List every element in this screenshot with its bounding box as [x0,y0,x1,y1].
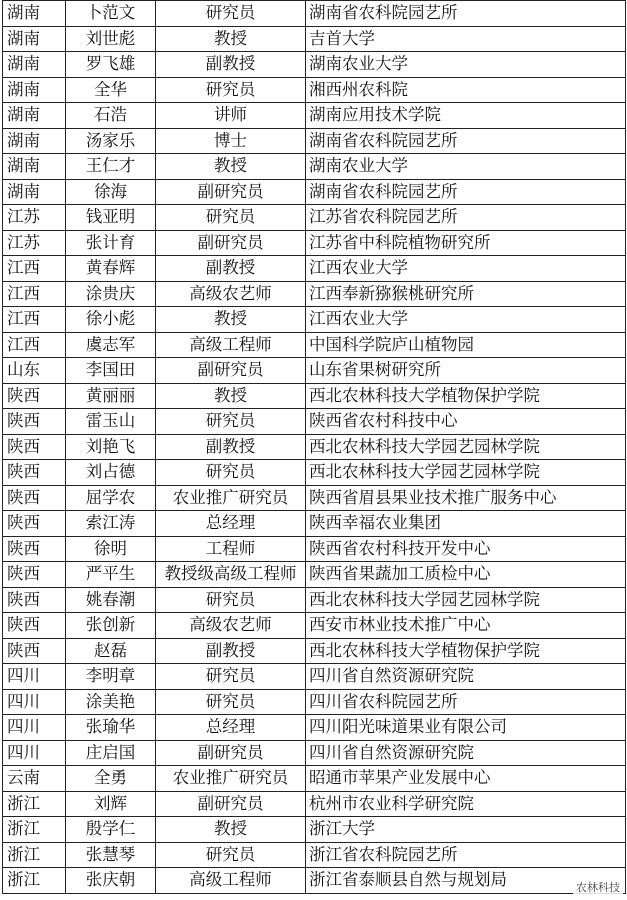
organization-cell: 山东省果树研究所 [306,358,626,384]
title-cell: 教授 [156,817,306,843]
name-cell: 汤家乐 [66,128,156,154]
name-cell: 罗飞雄 [66,52,156,78]
province-cell: 江苏 [3,205,66,231]
title-cell: 高级工程师 [156,332,306,358]
province-cell: 云南 [3,766,66,792]
title-cell: 研究员 [156,664,306,690]
organization-cell: 吉首大学 [306,26,626,52]
province-cell: 湖南 [3,128,66,154]
name-cell: 赵磊 [66,638,156,664]
name-cell: 全华 [66,77,156,103]
expert-table-body [3,1,626,894]
name-cell: 王仁才 [66,154,156,180]
table-row [3,791,626,817]
name-cell: 张瑜华 [66,715,156,741]
name-cell: 徐海 [66,179,156,205]
organization-cell: 江苏省农科院园艺所 [306,205,626,231]
organization-cell: 西北农林科技大学植物保护学院 [306,638,626,664]
organization-cell: 浙江大学 [306,817,626,843]
organization-cell: 湖南应用技术学院 [306,103,626,129]
province-cell: 湖南 [3,154,66,180]
table-row [3,536,626,562]
organization-cell: 西安市林业技术推广中心 [306,613,626,639]
table-row [3,689,626,715]
province-cell: 四川 [3,689,66,715]
province-cell: 江西 [3,307,66,333]
table-row [3,179,626,205]
title-cell: 教授 [156,383,306,409]
title-cell: 副研究员 [156,740,306,766]
name-cell: 李国田 [66,358,156,384]
title-cell: 研究员 [156,460,306,486]
title-cell: 副研究员 [156,179,306,205]
table-row [3,740,626,766]
organization-cell: 西北农林科技大学园艺园林学院 [306,434,626,460]
title-cell: 总经理 [156,511,306,537]
table-row [3,307,626,333]
name-cell: 卜范文 [66,1,156,27]
title-cell: 研究员 [156,409,306,435]
name-cell: 张计育 [66,230,156,256]
organization-cell: 昭通市苹果产业发展中心 [306,766,626,792]
province-cell: 江苏 [3,230,66,256]
organization-cell: 陕西幸福农业集团 [306,511,626,537]
title-cell: 副教授 [156,638,306,664]
name-cell: 刘辉 [66,791,156,817]
title-cell: 总经理 [156,715,306,741]
organization-cell: 江西农业大学 [306,256,626,282]
organization-cell: 西北农林科技大学植物保护学院 [306,383,626,409]
table-row [3,409,626,435]
organization-cell: 陕西省农村科技开发中心 [306,536,626,562]
title-cell: 研究员 [156,587,306,613]
name-cell: 黄春辉 [66,256,156,282]
table-row [3,868,626,894]
organization-cell: 湖南省农科院园艺所 [306,1,626,27]
table-row [3,154,626,180]
table-row [3,77,626,103]
title-cell: 副研究员 [156,358,306,384]
name-cell: 涂美艳 [66,689,156,715]
province-cell: 陕西 [3,613,66,639]
title-cell: 工程师 [156,536,306,562]
name-cell: 索江涛 [66,511,156,537]
name-cell: 张庆朝 [66,868,156,894]
name-cell: 全勇 [66,766,156,792]
title-cell: 教授 [156,26,306,52]
name-cell: 涂贵庆 [66,281,156,307]
name-cell: 张慧琴 [66,842,156,868]
organization-cell: 陕西省眉县果业技术推广服务中心 [306,485,626,511]
name-cell: 雷玉山 [66,409,156,435]
title-cell: 副教授 [156,256,306,282]
name-cell: 李明章 [66,664,156,690]
table-row [3,817,626,843]
name-cell: 黄丽丽 [66,383,156,409]
province-cell: 四川 [3,715,66,741]
province-cell: 浙江 [3,791,66,817]
province-cell: 浙江 [3,868,66,894]
title-cell: 农业推广研究员 [156,485,306,511]
title-cell: 副教授 [156,434,306,460]
province-cell: 四川 [3,664,66,690]
name-cell: 张创新 [66,613,156,639]
table-row [3,511,626,537]
title-cell: 副教授 [156,52,306,78]
table-row [3,842,626,868]
province-cell: 陕西 [3,638,66,664]
province-cell: 陕西 [3,383,66,409]
organization-cell: 湖南省农科院园艺所 [306,128,626,154]
organization-cell: 湖南省农科院园艺所 [306,179,626,205]
title-cell: 高级工程师 [156,868,306,894]
title-cell: 副研究员 [156,230,306,256]
province-cell: 湖南 [3,103,66,129]
province-cell: 陕西 [3,434,66,460]
table-row [3,52,626,78]
organization-cell: 江西奉新猕猴桃研究所 [306,281,626,307]
table-row [3,256,626,282]
title-cell: 博士 [156,128,306,154]
organization-cell: 湖南农业大学 [306,154,626,180]
name-cell: 石浩 [66,103,156,129]
title-cell: 高级农艺师 [156,281,306,307]
province-cell: 陕西 [3,511,66,537]
organization-cell: 江苏省中科院植物研究所 [306,230,626,256]
organization-cell: 四川阳光味道果业有限公司 [306,715,626,741]
province-cell: 陕西 [3,485,66,511]
name-cell: 屈学农 [66,485,156,511]
organization-cell: 西北农林科技大学园艺园林学院 [306,587,626,613]
table-row [3,128,626,154]
table-row [3,460,626,486]
province-cell: 湖南 [3,26,66,52]
table-row [3,205,626,231]
table-row [3,1,626,27]
table-row [3,332,626,358]
name-cell: 姚春潮 [66,587,156,613]
province-cell: 江西 [3,332,66,358]
province-cell: 陕西 [3,536,66,562]
title-cell: 教授 [156,307,306,333]
province-cell: 四川 [3,740,66,766]
organization-cell: 湖南农业大学 [306,52,626,78]
organization-cell: 陕西省果蔬加工质检中心 [306,562,626,588]
name-cell: 严平生 [66,562,156,588]
title-cell: 教授级高级工程师 [156,562,306,588]
name-cell: 刘艳飞 [66,434,156,460]
name-cell: 钱亚明 [66,205,156,231]
province-cell: 浙江 [3,842,66,868]
name-cell: 殷学仁 [66,817,156,843]
table-row [3,613,626,639]
table-row [3,281,626,307]
province-cell: 湖南 [3,77,66,103]
organization-cell: 中国科学院庐山植物园 [306,332,626,358]
table-row [3,587,626,613]
title-cell: 研究员 [156,689,306,715]
organization-cell: 杭州市农业科学研究院 [306,791,626,817]
organization-cell: 四川省农科院园艺所 [306,689,626,715]
organization-cell: 江西农业大学 [306,307,626,333]
name-cell: 刘世彪 [66,26,156,52]
name-cell: 庄启国 [66,740,156,766]
name-cell: 虞志军 [66,332,156,358]
title-cell: 研究员 [156,77,306,103]
organization-cell: 西北农林科技大学园艺园林学院 [306,460,626,486]
table-row [3,766,626,792]
title-cell: 研究员 [156,1,306,27]
title-cell: 副研究员 [156,791,306,817]
name-cell: 徐小彪 [66,307,156,333]
table-row [3,434,626,460]
table-row [3,638,626,664]
title-cell: 农业推广研究员 [156,766,306,792]
organization-cell: 湘西州农科院 [306,77,626,103]
title-cell: 教授 [156,154,306,180]
table-row [3,103,626,129]
table-row [3,664,626,690]
table-row [3,715,626,741]
expert-table [2,0,626,894]
title-cell: 讲师 [156,103,306,129]
province-cell: 陕西 [3,409,66,435]
organization-cell: 四川省自然资源研究院 [306,740,626,766]
table-row [3,358,626,384]
title-cell: 研究员 [156,842,306,868]
province-cell: 陕西 [3,562,66,588]
name-cell: 刘占德 [66,460,156,486]
province-cell: 浙江 [3,817,66,843]
table-row [3,383,626,409]
province-cell: 湖南 [3,52,66,78]
table-row [3,230,626,256]
title-cell: 高级农艺师 [156,613,306,639]
title-cell: 研究员 [156,205,306,231]
organization-cell: 浙江省农科院园艺所 [306,842,626,868]
province-cell: 湖南 [3,179,66,205]
province-cell: 湖南 [3,1,66,27]
name-cell: 徐明 [66,536,156,562]
organization-cell: 陕西省农村科技中心 [306,409,626,435]
table-row [3,562,626,588]
province-cell: 山东 [3,358,66,384]
table-row [3,485,626,511]
province-cell: 陕西 [3,460,66,486]
province-cell: 江西 [3,281,66,307]
organization-cell: 四川省自然资源研究院 [306,664,626,690]
table-row [3,26,626,52]
province-cell: 陕西 [3,587,66,613]
province-cell: 江西 [3,256,66,282]
organization-cell: 浙江省泰顺县自然与规划局 [306,868,626,894]
corner-logo: 农林科技 [573,878,623,896]
